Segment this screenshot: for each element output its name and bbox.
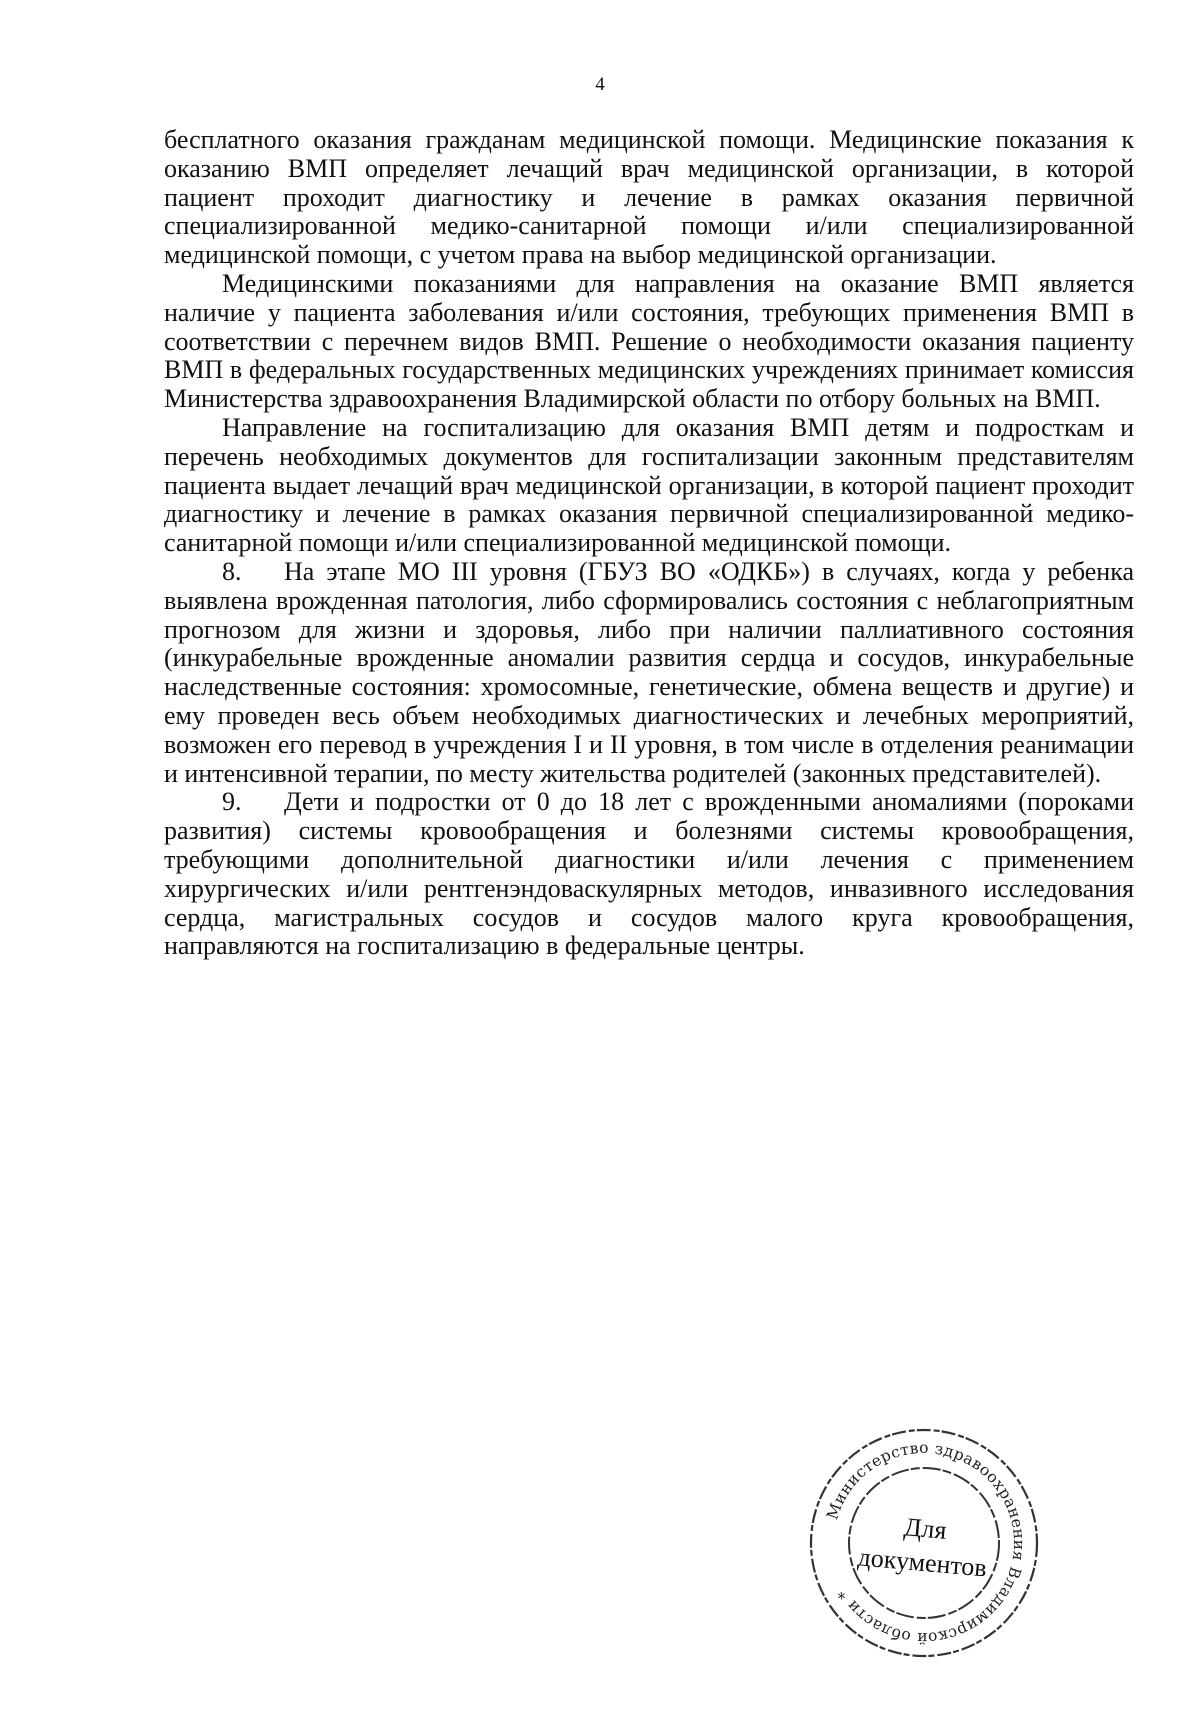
stamp-center-line-1: Для xyxy=(902,1512,948,1545)
paragraph-2: Медицинскими показаниями для направления на оказание ВМП является наличие у пациента заболевания и/или состояния, требующих применения ВМП в соответствии с перечнем видов ВМП. Решение о необходимости оказания пациенту ВМП в федеральных государственных медицинских учреждениях принимает комиссия Министерства здравоохранения Владимирской области по отбору больных на ВМП. xyxy=(164,268,1134,414)
page-number: 4 xyxy=(595,74,605,95)
stamp-ring-text: Министерство здравоохранения Владимирской области * xyxy=(823,1438,1029,1648)
paragraph-1: бесплатного оказания гражданам медицинской помощи. Медицинские показания к оказанию ВМП определяет лечащий врач медицинской организации, в которой пациент проходит диагностику и лечение в рамках оказания первичной специализированной медико-санитарной помощи и/или специализированной медицинской помощи, с учетом права на выбор медицинской организации. xyxy=(164,125,1134,270)
item-number-9: 9. xyxy=(222,787,242,817)
stamp-center-line-2: документов xyxy=(856,1542,988,1583)
paragraph-item-9 xyxy=(164,788,1134,961)
paragraph-3: Направление на госпитализацию для оказания ВМП детям и подросткам и перечень необходимых документов для госпитализации законным представителям пациента выдает лечащий врач медицинской организации, в которой пациент проходит диагностику и лечение в рамках оказания первичной специализированной медико-санитарной помощи и/или специализированной медицинской помощи. xyxy=(164,412,1134,558)
item-text-8: На этапе МО III уровня (ГБУЗ ВО «ОДКБ») в случаях, когда у ребенка выявлена врожденная патология, либо сформировались состояния с неблагоприятным прогнозом для жизни и здоровья, либо при наличии паллиативного состояния (инкурабельные врожденные аномалии развития сердца и сосудов, инкурабельные наследственные состояния: хромосомные, генетические, обмена веществ и другие) и ему проведен весь объем необходимых диагностических и лечебных мероприятий, возможен его перевод в учреждения I и II уровня, в том числе в отделения реанимации и интенсивной терапии, по месту жительства родителей (законных представителей). xyxy=(164,556,1134,788)
item-number-8: 8. xyxy=(222,556,242,586)
paragraph-item-8 xyxy=(164,558,1134,788)
item-text-9: Дети и подростки от 0 до 18 лет с врожденными аномалиями (пороками развития) системы кровообращения и болезнями системы кровообращения, требующими дополнительной диагностики и/или лечения с применением хирургических и/или рентгенэндоваскулярных методов, инвазивного исследования сердца, магистральных сосудов и сосудов малого круга кровообращения, направляются на госпитализацию в федеральные центры. xyxy=(164,787,1134,961)
document-body xyxy=(164,126,1134,961)
stamp-outer-circle xyxy=(811,1430,1037,1656)
stamp-seal xyxy=(806,1425,1042,1661)
official-stamp xyxy=(806,1425,1042,1661)
